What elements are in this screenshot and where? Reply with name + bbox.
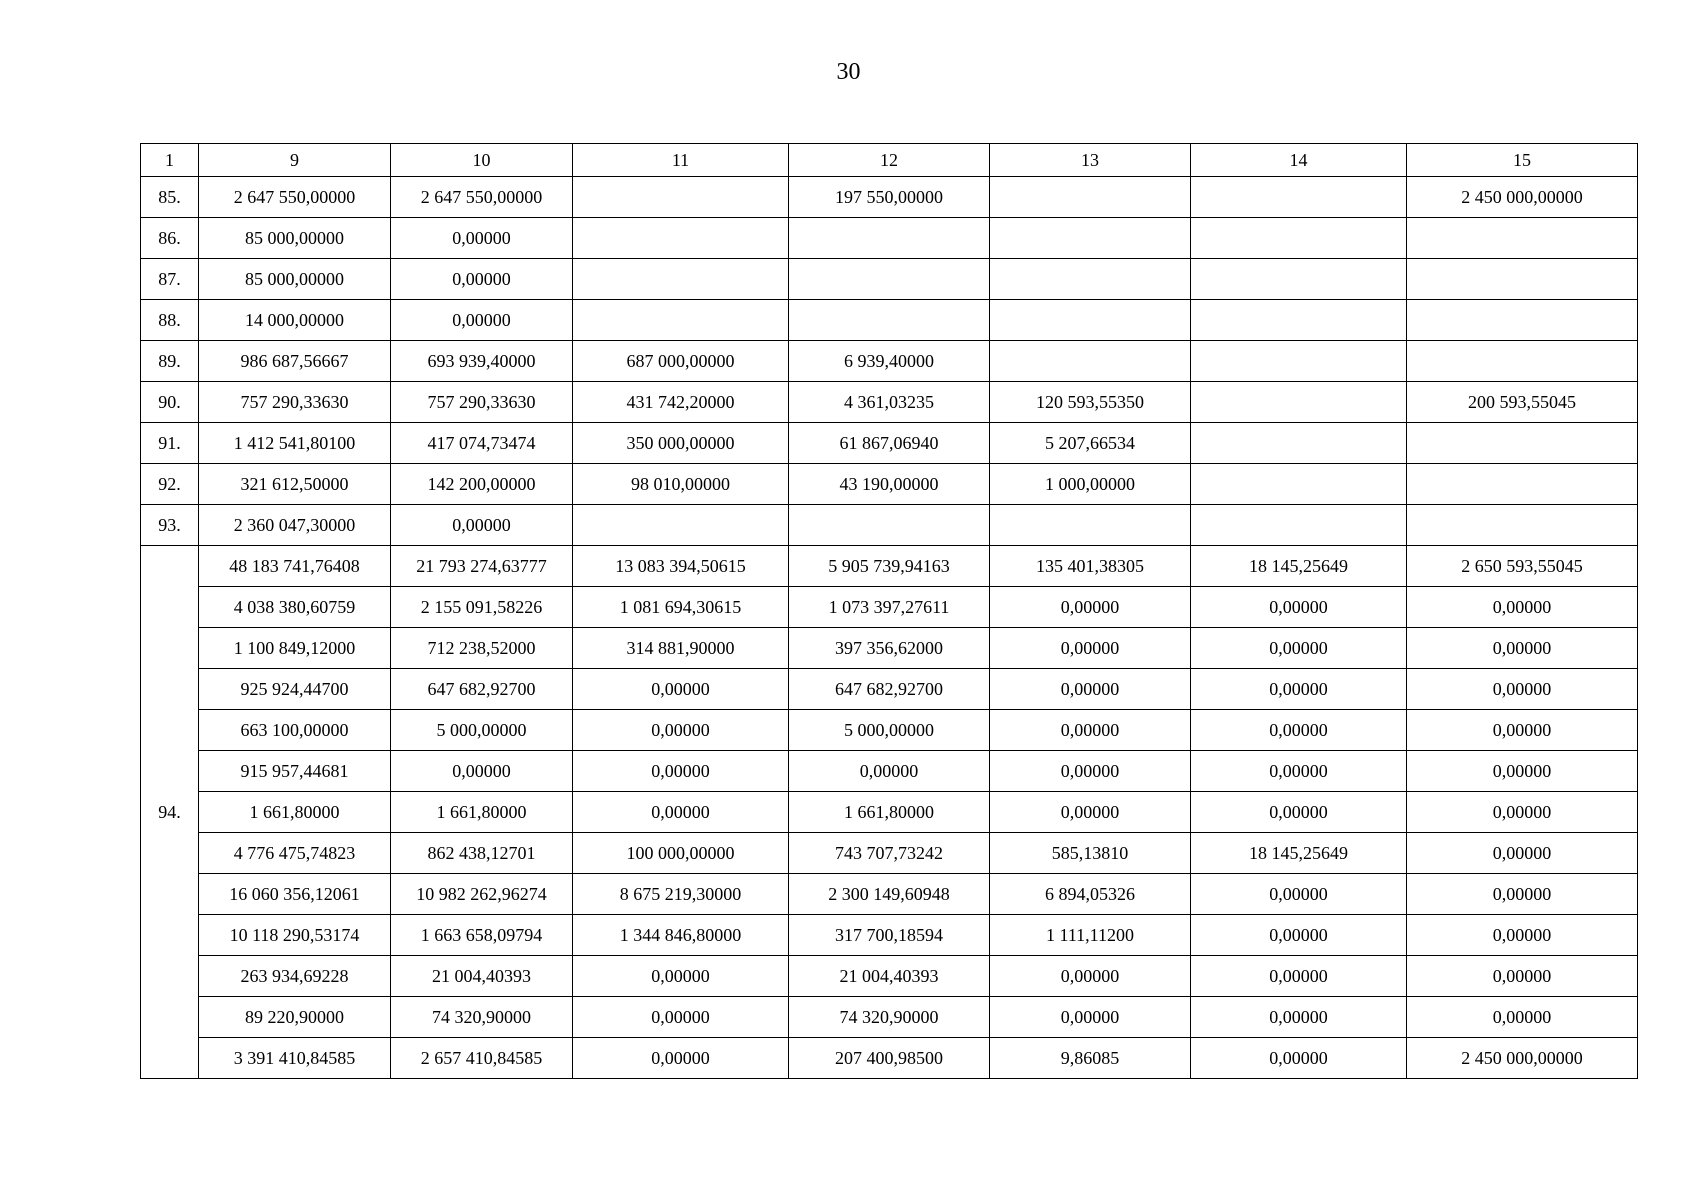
table-cell: 8 675 219,30000 bbox=[573, 874, 789, 915]
table-cell: 0,00000 bbox=[1191, 915, 1407, 956]
table-cell: 0,00000 bbox=[1191, 669, 1407, 710]
table-cell: 0,00000 bbox=[1191, 751, 1407, 792]
table-cell: 0,00000 bbox=[573, 792, 789, 833]
table-cell: 98 010,00000 bbox=[573, 464, 789, 505]
column-header: 12 bbox=[789, 144, 990, 177]
table-cell: 0,00000 bbox=[391, 259, 573, 300]
table-cell bbox=[1191, 341, 1407, 382]
table-cell: 0,00000 bbox=[990, 751, 1191, 792]
table-cell: 2 155 091,58226 bbox=[391, 587, 573, 628]
column-header: 1 bbox=[141, 144, 199, 177]
row-number-cell: 89. bbox=[141, 341, 199, 382]
table-cell: 10 118 290,53174 bbox=[199, 915, 391, 956]
table-cell: 0,00000 bbox=[1407, 710, 1638, 751]
table-cell bbox=[573, 218, 789, 259]
table-cell: 0,00000 bbox=[1191, 997, 1407, 1038]
column-header: 9 bbox=[199, 144, 391, 177]
table-cell: 0,00000 bbox=[1407, 669, 1638, 710]
table-cell bbox=[1191, 423, 1407, 464]
table-cell: 2 647 550,00000 bbox=[391, 177, 573, 218]
table-cell: 1 100 849,12000 bbox=[199, 628, 391, 669]
table-cell: 757 290,33630 bbox=[199, 382, 391, 423]
table-cell: 0,00000 bbox=[1191, 587, 1407, 628]
table-cell bbox=[990, 300, 1191, 341]
table-cell: 663 100,00000 bbox=[199, 710, 391, 751]
table-cell: 0,00000 bbox=[573, 751, 789, 792]
table-cell: 0,00000 bbox=[1191, 1038, 1407, 1079]
column-header: 10 bbox=[391, 144, 573, 177]
table-cell: 915 957,44681 bbox=[199, 751, 391, 792]
table-row bbox=[141, 300, 1638, 341]
table-cell: 85 000,00000 bbox=[199, 218, 391, 259]
table-cell: 1 000,00000 bbox=[990, 464, 1191, 505]
table-cell: 5 000,00000 bbox=[391, 710, 573, 751]
table-header-row bbox=[141, 144, 1638, 177]
table-cell bbox=[1191, 300, 1407, 341]
table-cell: 6 939,40000 bbox=[789, 341, 990, 382]
table-cell bbox=[990, 259, 1191, 300]
table-cell: 0,00000 bbox=[573, 956, 789, 997]
row-number-cell: 90. bbox=[141, 382, 199, 423]
table-cell: 2 360 047,30000 bbox=[199, 505, 391, 546]
table-cell: 0,00000 bbox=[990, 669, 1191, 710]
table-cell: 5 000,00000 bbox=[789, 710, 990, 751]
table-cell: 0,00000 bbox=[573, 1038, 789, 1079]
table-cell: 2 657 410,84585 bbox=[391, 1038, 573, 1079]
table-cell: 2 450 000,00000 bbox=[1407, 177, 1638, 218]
table-cell: 4 776 475,74823 bbox=[199, 833, 391, 874]
table-cell: 397 356,62000 bbox=[789, 628, 990, 669]
table-cell: 5 207,66534 bbox=[990, 423, 1191, 464]
column-header: 11 bbox=[573, 144, 789, 177]
table-row bbox=[141, 956, 1638, 997]
table-cell: 21 793 274,63777 bbox=[391, 546, 573, 587]
table-cell bbox=[573, 300, 789, 341]
table-cell: 0,00000 bbox=[391, 751, 573, 792]
table-cell: 197 550,00000 bbox=[789, 177, 990, 218]
table-cell: 2 650 593,55045 bbox=[1407, 546, 1638, 587]
table-cell: 89 220,90000 bbox=[199, 997, 391, 1038]
table-cell: 13 083 394,50615 bbox=[573, 546, 789, 587]
table-cell: 74 320,90000 bbox=[391, 997, 573, 1038]
data-table bbox=[140, 143, 1638, 1079]
table-row bbox=[141, 464, 1638, 505]
table-cell bbox=[990, 341, 1191, 382]
table-cell: 862 438,12701 bbox=[391, 833, 573, 874]
table-cell: 1 661,80000 bbox=[789, 792, 990, 833]
table-cell: 0,00000 bbox=[1191, 792, 1407, 833]
table-row bbox=[141, 915, 1638, 956]
table-cell: 0,00000 bbox=[391, 300, 573, 341]
table-row bbox=[141, 1038, 1638, 1079]
table-cell: 585,13810 bbox=[990, 833, 1191, 874]
table-cell bbox=[1407, 423, 1638, 464]
table-cell: 4 038 380,60759 bbox=[199, 587, 391, 628]
table-cell: 5 905 739,94163 bbox=[789, 546, 990, 587]
table-cell: 4 361,03235 bbox=[789, 382, 990, 423]
table-row bbox=[141, 669, 1638, 710]
table-cell: 1 081 694,30615 bbox=[573, 587, 789, 628]
page-number: 30 bbox=[836, 59, 861, 85]
table-cell: 9,86085 bbox=[990, 1038, 1191, 1079]
table-cell: 757 290,33630 bbox=[391, 382, 573, 423]
table-row bbox=[141, 177, 1638, 218]
table-cell: 314 881,90000 bbox=[573, 628, 789, 669]
table-cell: 0,00000 bbox=[573, 710, 789, 751]
table-cell bbox=[789, 300, 990, 341]
table-cell: 350 000,00000 bbox=[573, 423, 789, 464]
table-cell: 21 004,40393 bbox=[789, 956, 990, 997]
table-cell bbox=[789, 259, 990, 300]
table-cell: 6 894,05326 bbox=[990, 874, 1191, 915]
table-cell: 0,00000 bbox=[1191, 628, 1407, 669]
table-cell: 2 450 000,00000 bbox=[1407, 1038, 1638, 1079]
table-row bbox=[141, 546, 1638, 587]
table-row bbox=[141, 997, 1638, 1038]
table-cell: 74 320,90000 bbox=[789, 997, 990, 1038]
table-cell bbox=[1407, 259, 1638, 300]
table-cell: 0,00000 bbox=[391, 218, 573, 259]
table-cell bbox=[1407, 218, 1638, 259]
table-cell bbox=[1407, 505, 1638, 546]
table-cell: 321 612,50000 bbox=[199, 464, 391, 505]
table-cell: 10 982 262,96274 bbox=[391, 874, 573, 915]
row-number-cell: 94. bbox=[141, 546, 199, 1079]
table-cell: 48 183 741,76408 bbox=[199, 546, 391, 587]
table-row bbox=[141, 792, 1638, 833]
table-cell: 0,00000 bbox=[789, 751, 990, 792]
table-cell: 0,00000 bbox=[1191, 874, 1407, 915]
table-row bbox=[141, 587, 1638, 628]
table-cell bbox=[1191, 464, 1407, 505]
table-cell: 687 000,00000 bbox=[573, 341, 789, 382]
table-cell: 0,00000 bbox=[990, 997, 1191, 1038]
table-cell bbox=[573, 177, 789, 218]
table-cell bbox=[990, 218, 1191, 259]
table-row bbox=[141, 751, 1638, 792]
table-cell bbox=[990, 177, 1191, 218]
table-cell: 647 682,92700 bbox=[789, 669, 990, 710]
table-row bbox=[141, 382, 1638, 423]
table-row bbox=[141, 423, 1638, 464]
table-cell: 1 073 397,27611 bbox=[789, 587, 990, 628]
table-row bbox=[141, 874, 1638, 915]
table-cell: 0,00000 bbox=[1407, 874, 1638, 915]
table-cell: 1 661,80000 bbox=[391, 792, 573, 833]
column-header: 15 bbox=[1407, 144, 1638, 177]
table-cell: 0,00000 bbox=[573, 669, 789, 710]
table-cell bbox=[1191, 505, 1407, 546]
table-cell: 142 200,00000 bbox=[391, 464, 573, 505]
table-cell: 0,00000 bbox=[1407, 915, 1638, 956]
row-number-cell: 88. bbox=[141, 300, 199, 341]
table-cell: 0,00000 bbox=[990, 628, 1191, 669]
table-cell bbox=[1407, 300, 1638, 341]
row-number-cell: 86. bbox=[141, 218, 199, 259]
table-cell: 1 111,11200 bbox=[990, 915, 1191, 956]
column-header: 14 bbox=[1191, 144, 1407, 177]
row-number-cell: 93. bbox=[141, 505, 199, 546]
table-cell: 85 000,00000 bbox=[199, 259, 391, 300]
table-cell bbox=[573, 259, 789, 300]
table-row bbox=[141, 833, 1638, 874]
table-cell: 986 687,56667 bbox=[199, 341, 391, 382]
table-cell bbox=[990, 505, 1191, 546]
table-cell: 1 344 846,80000 bbox=[573, 915, 789, 956]
table-cell: 0,00000 bbox=[990, 587, 1191, 628]
table-row bbox=[141, 218, 1638, 259]
table-cell: 0,00000 bbox=[391, 505, 573, 546]
table-cell: 417 074,73474 bbox=[391, 423, 573, 464]
table-cell: 0,00000 bbox=[990, 956, 1191, 997]
table-cell: 61 867,06940 bbox=[789, 423, 990, 464]
table-cell: 712 238,52000 bbox=[391, 628, 573, 669]
table-cell: 693 939,40000 bbox=[391, 341, 573, 382]
table-row bbox=[141, 259, 1638, 300]
table-cell: 2 300 149,60948 bbox=[789, 874, 990, 915]
table-cell bbox=[1407, 464, 1638, 505]
table-cell: 0,00000 bbox=[1191, 710, 1407, 751]
table-cell: 0,00000 bbox=[1407, 587, 1638, 628]
table-cell: 317 700,18594 bbox=[789, 915, 990, 956]
table-cell: 0,00000 bbox=[573, 997, 789, 1038]
table-cell: 0,00000 bbox=[1191, 956, 1407, 997]
row-number-cell: 91. bbox=[141, 423, 199, 464]
table-row bbox=[141, 341, 1638, 382]
table-cell: 0,00000 bbox=[1407, 792, 1638, 833]
table-row bbox=[141, 505, 1638, 546]
table-cell: 0,00000 bbox=[1407, 628, 1638, 669]
table-cell: 18 145,25649 bbox=[1191, 833, 1407, 874]
table-cell: 135 401,38305 bbox=[990, 546, 1191, 587]
table-cell: 43 190,00000 bbox=[789, 464, 990, 505]
table-cell bbox=[573, 505, 789, 546]
table-cell: 2 647 550,00000 bbox=[199, 177, 391, 218]
table-cell: 16 060 356,12061 bbox=[199, 874, 391, 915]
column-header: 13 bbox=[990, 144, 1191, 177]
table-cell bbox=[1191, 177, 1407, 218]
table-cell: 207 400,98500 bbox=[789, 1038, 990, 1079]
row-number-cell: 87. bbox=[141, 259, 199, 300]
table-cell bbox=[1407, 341, 1638, 382]
table-cell: 0,00000 bbox=[1407, 997, 1638, 1038]
table-cell: 431 742,20000 bbox=[573, 382, 789, 423]
table-cell: 743 707,73242 bbox=[789, 833, 990, 874]
table-cell: 200 593,55045 bbox=[1407, 382, 1638, 423]
table-cell: 1 663 658,09794 bbox=[391, 915, 573, 956]
table-cell: 21 004,40393 bbox=[391, 956, 573, 997]
table-cell: 0,00000 bbox=[1407, 956, 1638, 997]
table-row bbox=[141, 710, 1638, 751]
row-number-cell: 92. bbox=[141, 464, 199, 505]
table-cell: 925 924,44700 bbox=[199, 669, 391, 710]
row-number-cell: 85. bbox=[141, 177, 199, 218]
table-cell bbox=[789, 505, 990, 546]
table-cell: 1 661,80000 bbox=[199, 792, 391, 833]
table-cell: 18 145,25649 bbox=[1191, 546, 1407, 587]
table-cell: 100 000,00000 bbox=[573, 833, 789, 874]
table-cell bbox=[789, 218, 990, 259]
table-cell: 0,00000 bbox=[990, 710, 1191, 751]
table-cell: 0,00000 bbox=[1407, 833, 1638, 874]
table-cell: 0,00000 bbox=[1407, 751, 1638, 792]
table-cell: 1 412 541,80100 bbox=[199, 423, 391, 464]
table-row bbox=[141, 628, 1638, 669]
table-cell: 0,00000 bbox=[990, 792, 1191, 833]
table-cell bbox=[1191, 259, 1407, 300]
table-cell: 3 391 410,84585 bbox=[199, 1038, 391, 1079]
table-cell bbox=[1191, 382, 1407, 423]
table-cell: 263 934,69228 bbox=[199, 956, 391, 997]
table-cell: 14 000,00000 bbox=[199, 300, 391, 341]
table-cell bbox=[1191, 218, 1407, 259]
table-cell: 647 682,92700 bbox=[391, 669, 573, 710]
table-cell: 120 593,55350 bbox=[990, 382, 1191, 423]
